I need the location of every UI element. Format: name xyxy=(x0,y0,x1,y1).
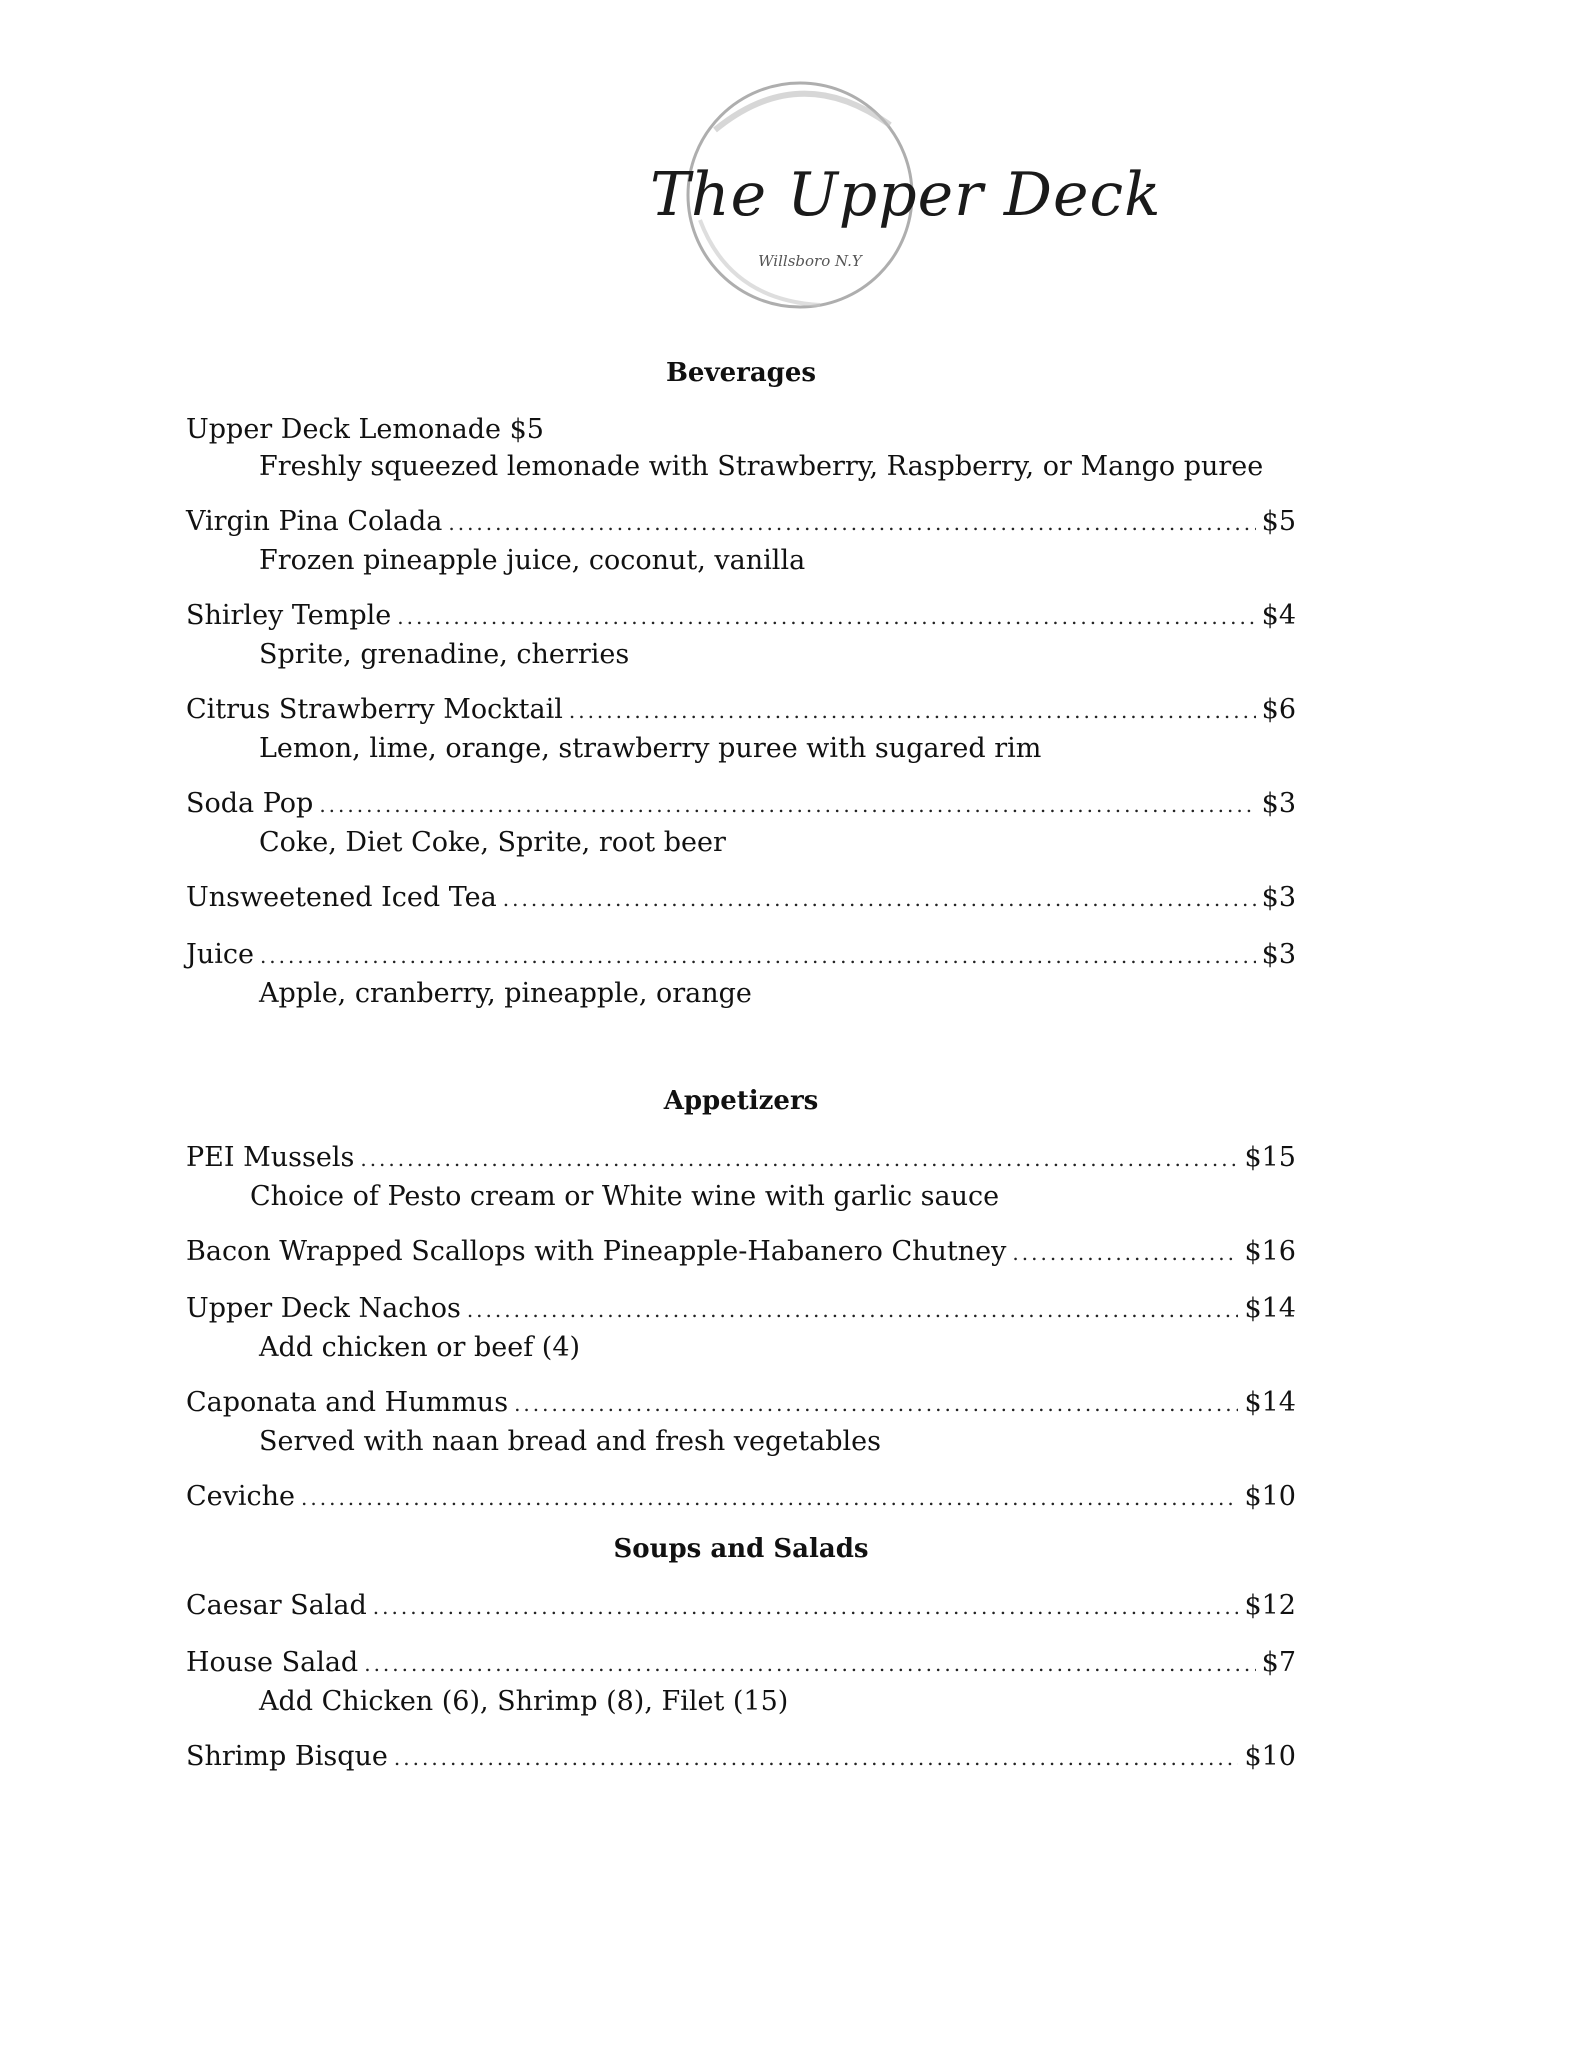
item-price: $5 xyxy=(1261,506,1296,537)
appetizers-section xyxy=(186,1083,1296,1795)
item-name: Citrus Strawberry Mocktail xyxy=(186,694,563,725)
item-description: Served with naan bread and fresh vegetables xyxy=(259,1426,881,1457)
item-description: Apple, cranberry, pineapple, orange xyxy=(259,978,752,1009)
dot-leader xyxy=(260,938,1256,975)
item-name: PEI Mussels xyxy=(186,1142,355,1173)
item-name: Ceviche xyxy=(186,1481,296,1512)
item-description: Freshly squeezed lemonade with Strawberry, Raspberry, or Mango puree xyxy=(259,451,1264,482)
item-price: $10 xyxy=(1244,1741,1296,1772)
menu-item xyxy=(186,597,1296,673)
item-price: $3 xyxy=(1261,882,1296,913)
menu-item xyxy=(186,1233,1296,1272)
menu-item xyxy=(186,1384,1296,1460)
section-title-beverages: Beverages xyxy=(665,358,817,388)
item-name: Shirley Temple xyxy=(186,600,392,631)
item-price: $6 xyxy=(1261,694,1296,725)
item-price: $3 xyxy=(1261,788,1296,819)
dot-leader xyxy=(319,787,1255,824)
dot-leader xyxy=(397,599,1255,636)
dot-leader xyxy=(514,1386,1238,1423)
item-price: $12 xyxy=(1244,1590,1296,1621)
item-description: Lemon, lime, orange, strawberry puree with sugared rim xyxy=(259,733,1042,764)
dot-leader xyxy=(448,505,1255,542)
item-price: $14 xyxy=(1244,1387,1296,1418)
item-name: Bacon Wrapped Scallops with Pineapple-Habanero Chutney xyxy=(186,1236,1007,1267)
dot-leader xyxy=(360,1141,1238,1178)
soups-salads-section xyxy=(186,1531,1296,1777)
dot-leader xyxy=(569,693,1256,730)
menu-item xyxy=(186,691,1296,767)
menu-item xyxy=(186,1738,1296,1777)
item-description: Add Chicken (6), Shrimp (8), Filet (15) xyxy=(259,1686,789,1717)
item-name: Caesar Salad xyxy=(186,1590,367,1621)
menu-item xyxy=(186,936,1296,1012)
item-name: Caponata and Hummus xyxy=(186,1387,509,1418)
menu-item xyxy=(186,1478,1296,1517)
item-price: $3 xyxy=(1261,939,1296,970)
item-name: Upper Deck Lemonade $5 xyxy=(186,414,544,445)
item-name: Juice xyxy=(186,939,254,970)
item-price: $16 xyxy=(1244,1236,1296,1267)
item-name: House Salad xyxy=(186,1647,359,1678)
menu-item xyxy=(186,879,1296,918)
item-price: $14 xyxy=(1244,1293,1296,1324)
dot-leader xyxy=(394,1740,1239,1777)
restaurant-logo xyxy=(620,70,1162,320)
menu-item xyxy=(186,1644,1296,1720)
item-description: Sprite, grenadine, cherries xyxy=(259,639,630,670)
item-name: Shrimp Bisque xyxy=(186,1741,388,1772)
item-description: Frozen pineapple juice, coconut, vanilla xyxy=(259,545,806,576)
dot-leader xyxy=(373,1589,1239,1626)
item-price: $10 xyxy=(1244,1481,1296,1512)
menu-item xyxy=(186,1139,1296,1215)
beverages-section xyxy=(186,355,1296,1030)
dot-leader xyxy=(1012,1235,1238,1272)
dot-leader xyxy=(503,881,1256,918)
item-description: Coke, Diet Coke, Sprite, root beer xyxy=(259,827,726,858)
item-name: Unsweetened Iced Tea xyxy=(186,882,497,913)
item-description: Choice of Pesto cream or White wine with garlic sauce xyxy=(250,1181,1000,1212)
section-title-soups-salads: Soups and Salads xyxy=(613,1534,869,1564)
menu-item xyxy=(186,411,1296,485)
item-name: Upper Deck Nachos xyxy=(186,1293,461,1324)
item-name: Virgin Pina Colada xyxy=(186,506,443,537)
logo-subtitle: Willsboro N.Y xyxy=(758,252,862,270)
item-price: $4 xyxy=(1261,600,1296,631)
item-description: Add chicken or beef (4) xyxy=(259,1332,581,1363)
dot-leader xyxy=(364,1646,1255,1683)
item-price: $7 xyxy=(1261,1647,1296,1678)
dot-leader xyxy=(467,1292,1239,1329)
dot-leader xyxy=(301,1480,1238,1517)
section-title-appetizers: Appetizers xyxy=(663,1086,819,1116)
menu-item xyxy=(186,1587,1296,1626)
item-price: $15 xyxy=(1244,1142,1296,1173)
menu-item xyxy=(186,1290,1296,1366)
logo-title: The Upper Deck xyxy=(650,160,1162,230)
menu-item xyxy=(186,503,1296,579)
item-name: Soda Pop xyxy=(186,788,314,819)
menu-item xyxy=(186,785,1296,861)
